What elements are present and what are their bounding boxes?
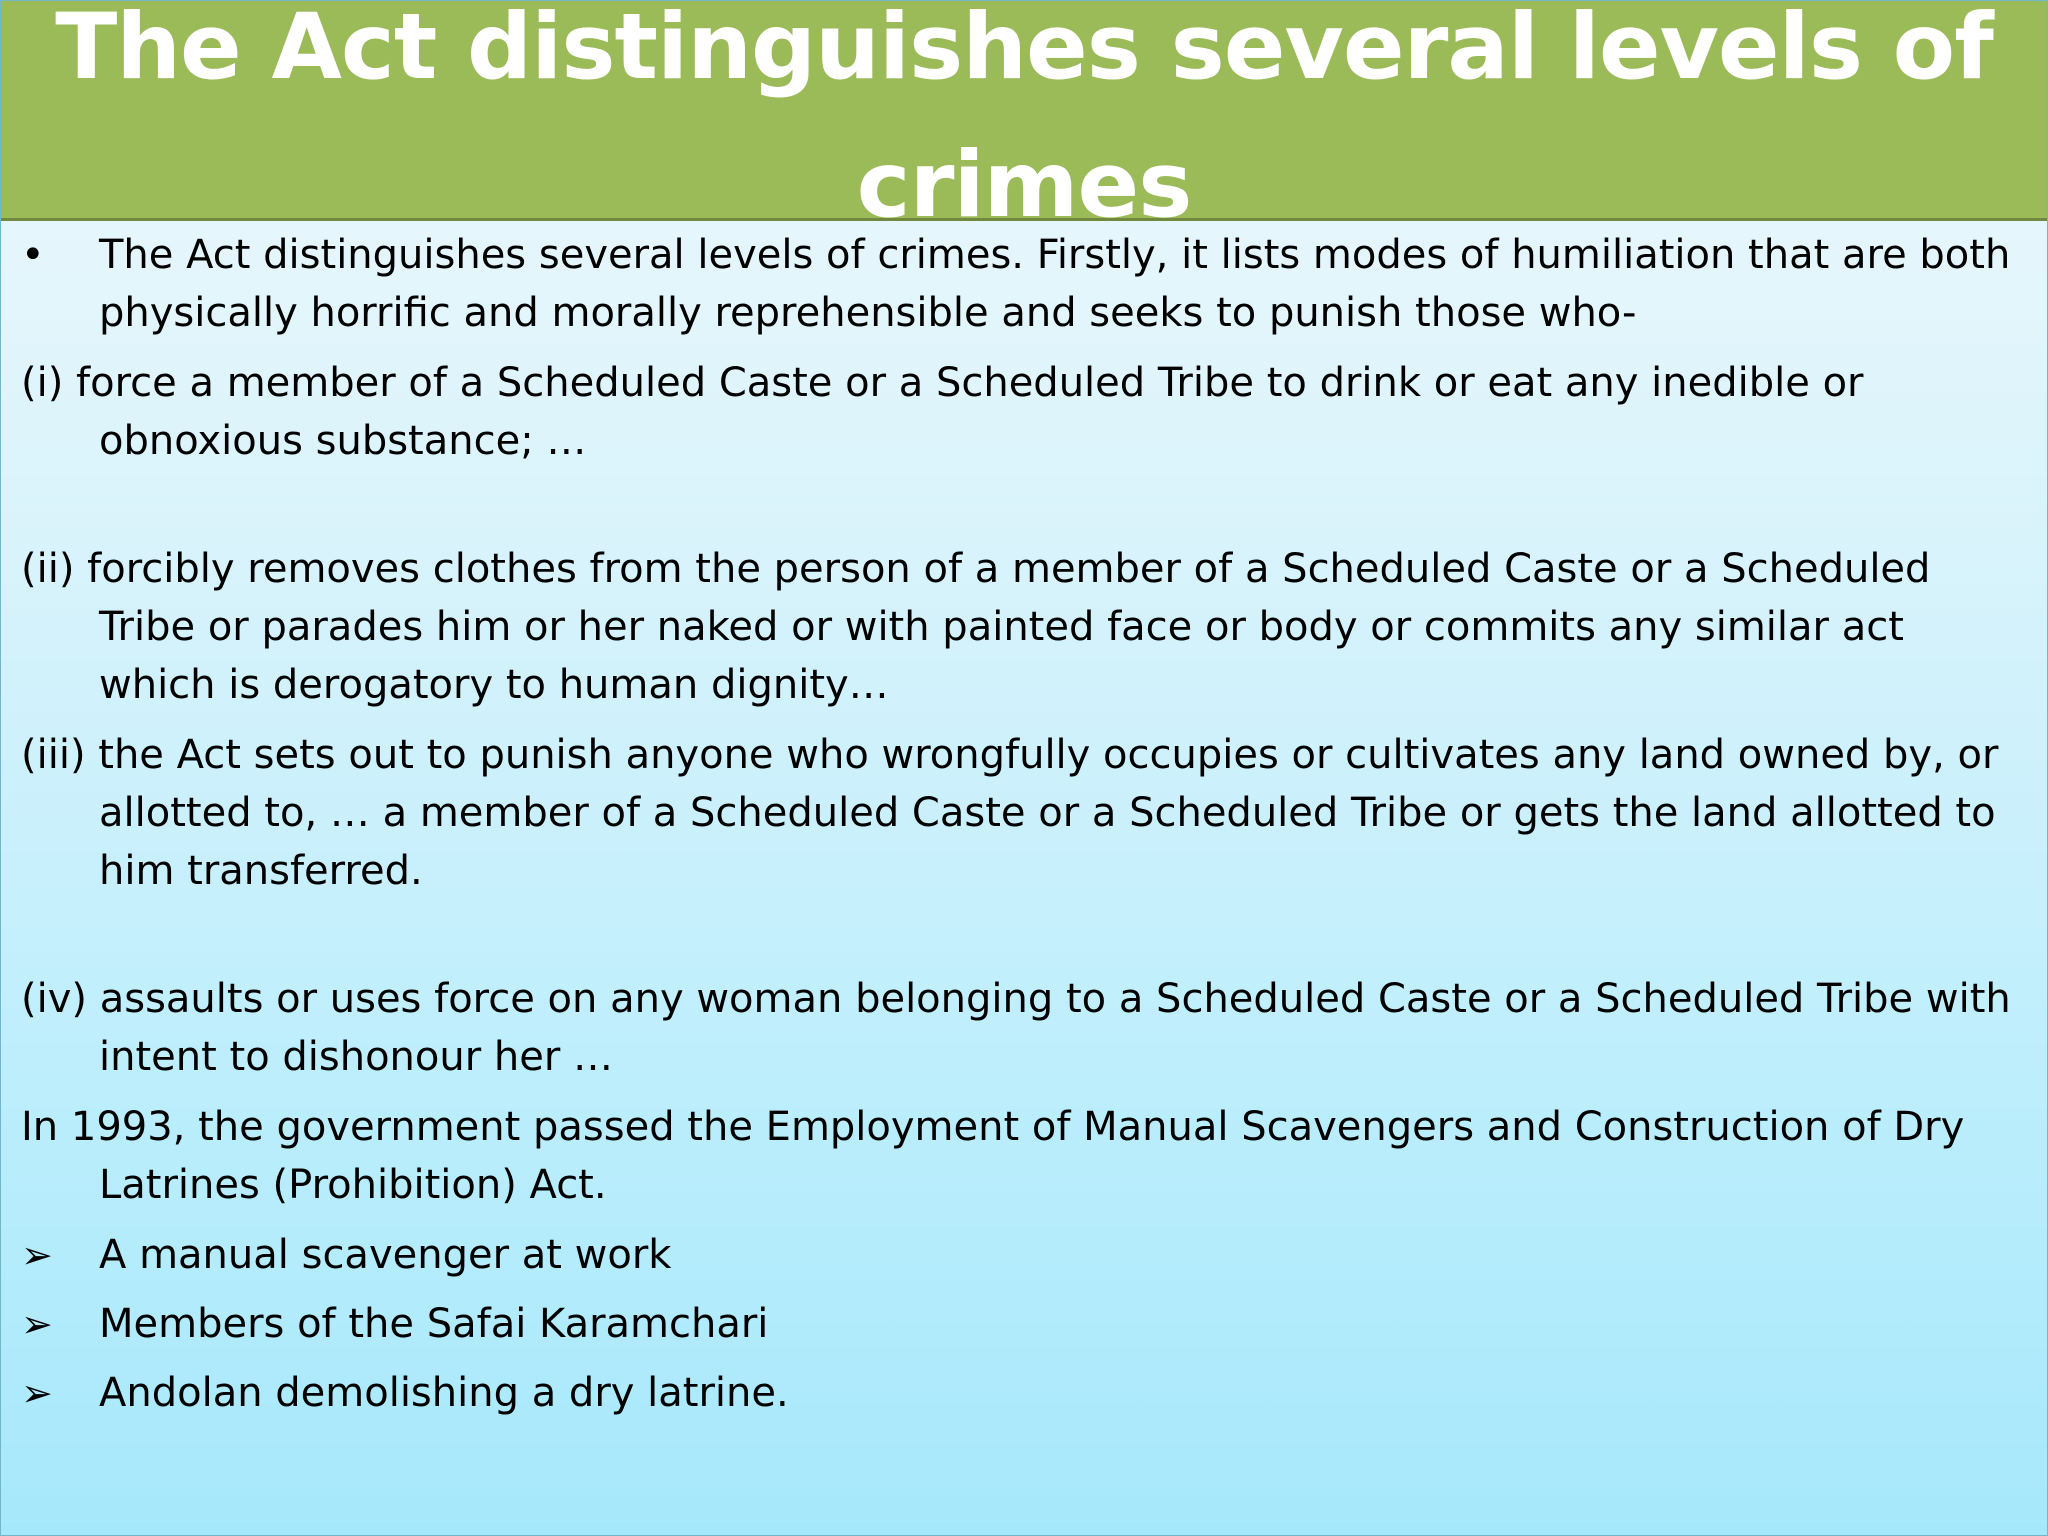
act-1993-paragraph: In 1993, the government passed the Employment of Manual Scavengers and Construction of Dry Latrines (Prohibition) Act. (21, 1104, 1965, 1208)
spacer (21, 482, 2027, 540)
arrow-bullet-item (21, 1226, 2027, 1284)
spacer (21, 912, 2027, 970)
slide-content (1, 226, 2047, 1433)
item-i: (i) force a member of a Scheduled Caste or a Scheduled Tribe to drink or eat any inedible or obnoxious substance; … (21, 360, 1864, 464)
intro-text: The Act distinguishes several levels of crimes. Firstly, it lists modes of humiliation that are both physically horrific and morally reprehensible and seeks to punish those who- (99, 232, 2011, 336)
arrow-bullet-icon: ➢ (21, 1371, 53, 1415)
arrow-bullet-icon: ➢ (21, 1233, 53, 1277)
arrow-bullet-item (21, 1295, 2027, 1353)
arrow-bullet-icon: ➢ (21, 1302, 53, 1346)
slide-title: The Act distinguishes several levels of crimes (55, 0, 1993, 238)
arrow-bullet-text: Andolan demolishing a dry latrine. (99, 1370, 789, 1416)
arrow-bullet-text: Members of the Safai Karamchari (99, 1301, 769, 1347)
item-ii: (ii) forcibly removes clothes from the person of a member of a Scheduled Caste or a Scheduled Tribe or parades him or her naked or with painted face or body or commits any similar act which is derogatory to human dignity… (21, 546, 1931, 708)
item-iv: (iv) assaults or uses force on any woman belonging to a Scheduled Caste or a Scheduled Tribe with intent to dishonour her … (21, 976, 2011, 1080)
title-bar (1, 0, 2047, 238)
intro-paragraph (21, 226, 2027, 342)
bullet-dot-icon: • (21, 232, 45, 278)
item-iii: (iii) the Act sets out to punish anyone who wrongfully occupies or cultivates any land owned by, or allotted to, … a member of a Scheduled Caste or a Scheduled Tribe or gets the land allotted to him transferred. (21, 732, 1999, 894)
arrow-bullet-text: A manual scavenger at work (99, 1232, 672, 1278)
arrow-bullet-item (21, 1364, 2027, 1422)
